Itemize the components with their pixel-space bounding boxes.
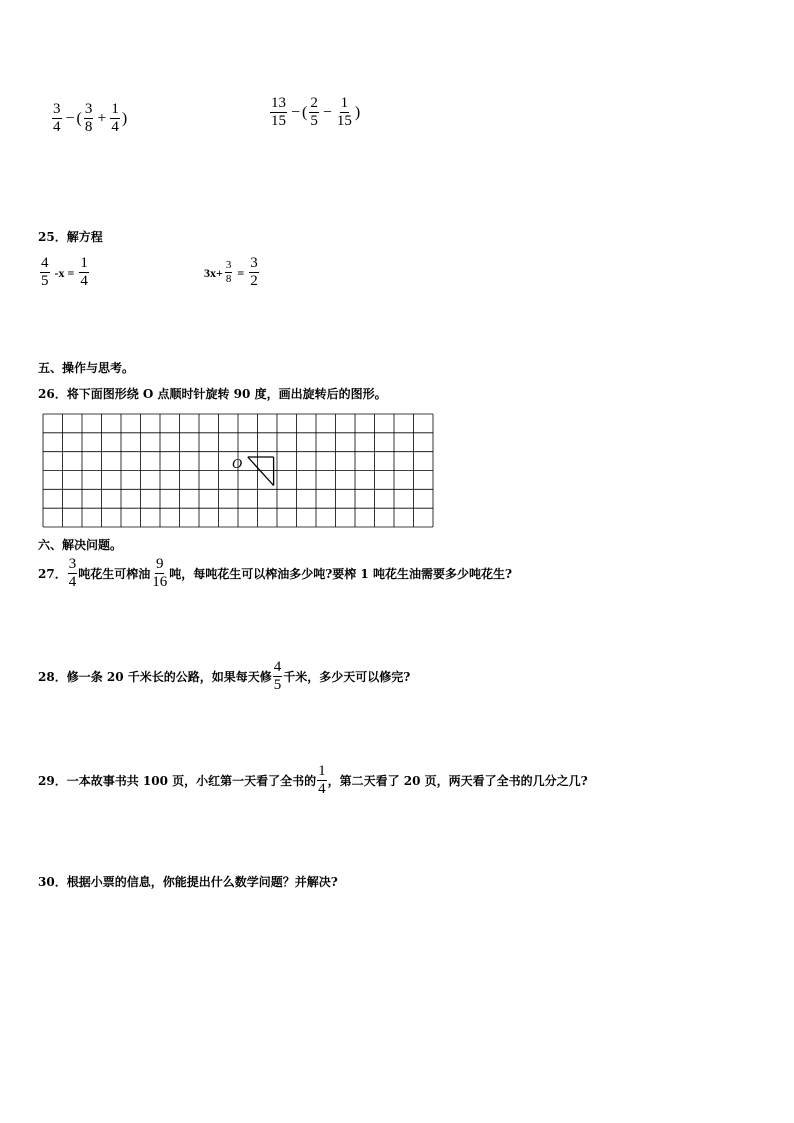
- fraction: $\frac{4}{5}$: [273, 659, 282, 693]
- question-26-text: 26．将下面图形绕 O 点顺时针旋转 90 度，画出旋转后的图形。: [38, 387, 387, 401]
- fraction: $\frac{3}{8}$: [84, 101, 93, 135]
- fraction: $\frac{3}{2}$: [250, 255, 258, 289]
- fraction: $\frac{1}{4}$: [111, 101, 119, 135]
- fraction: $\frac{3}{4}$: [53, 101, 61, 135]
- question-27: 27． $\frac{3}{4}$ 吨花生可榨油 $\frac{9}{16}$ 吨，每吨花生可以榨油多少吨?要榨 1 吨花生油需要多少吨花生?: [38, 556, 512, 590]
- fraction: $\frac{3}{8}$: [225, 259, 232, 285]
- rotation-grid: [42, 413, 434, 528]
- fraction: $\frac{1}{15}$: [336, 95, 352, 129]
- question-28: 28．修一条 20 千米长的公路，如果每天修 $\frac{4}{5}$ 千米，多少天可以修完?: [38, 659, 411, 693]
- shape-triangle: [248, 457, 274, 486]
- fraction: $\frac{1}{4}$: [318, 763, 326, 797]
- fraction: $\frac{3}{4}$: [68, 556, 77, 590]
- equation-2: 3x+ $\frac{3}{8}$ = $\frac{3}{2}$: [204, 255, 258, 289]
- question-29: 29．一本故事书共 100 页，小红第一天看了全书的 $\frac{1}{4}$ ，第二天看了 20 页，两天看了全书的几分之几?: [38, 763, 588, 797]
- fraction: $\frac{1}{4}$: [80, 255, 88, 289]
- expression-2: $\frac{13}{15}$ − ( $\frac{2}{5}$ − $\frac{1}{15}$ ): [271, 95, 361, 129]
- fraction: $\frac{13}{15}$: [271, 95, 286, 129]
- fraction: $\frac{9}{16}$: [152, 556, 168, 590]
- equation-1: $\frac{4}{5}$ -x = $\frac{1}{4}$: [41, 255, 88, 289]
- section-6-title: 六、解决问题。: [38, 538, 123, 552]
- question-30-text: 30．根据小票的信息，你能提出什么数学问题？并解决?: [38, 875, 338, 889]
- fraction: $\frac{2}{5}$: [310, 95, 318, 129]
- question-25-title: 25．解方程: [38, 230, 103, 244]
- fraction: $\frac{4}{5}$: [41, 255, 49, 289]
- expression-1: $\frac{3}{4}$ − ( $\frac{3}{8}$ + $\frac{1}{4}$ ): [53, 101, 128, 135]
- point-o-label: O: [232, 457, 243, 472]
- section-5-title: 五、操作与思考。: [38, 361, 135, 375]
